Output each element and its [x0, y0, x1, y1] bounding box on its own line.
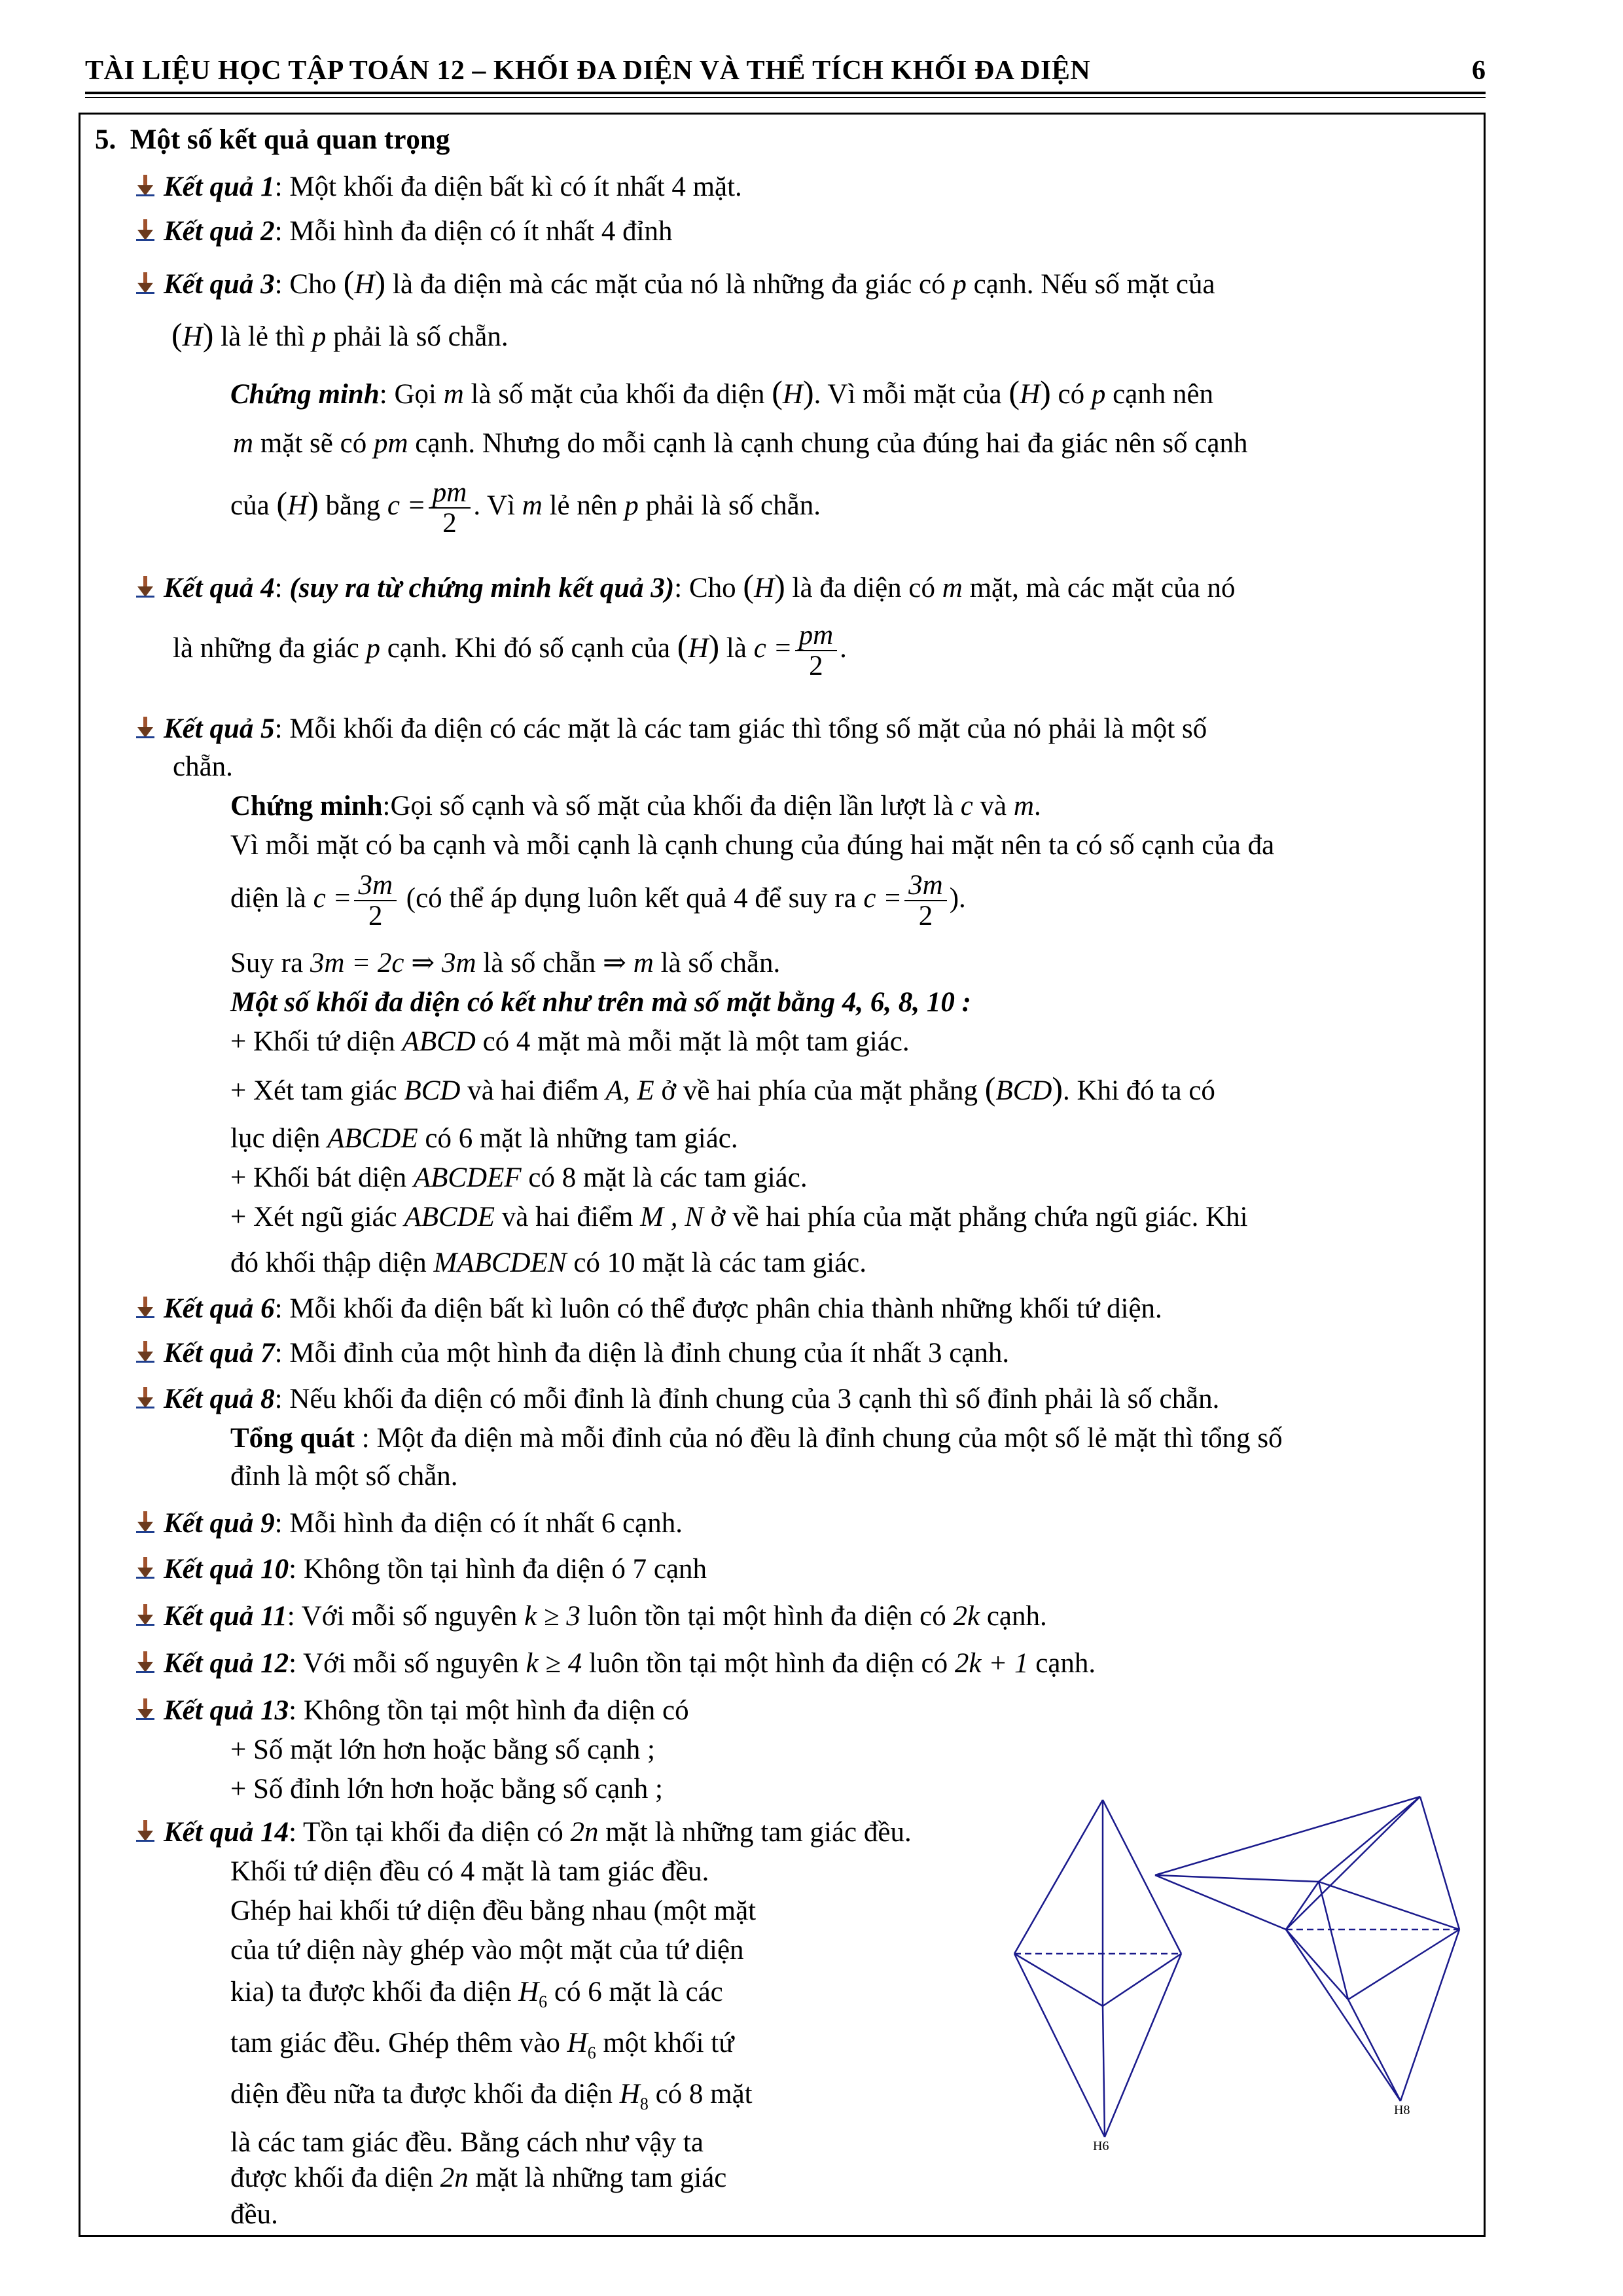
result-3-proof-1: Chứng minh: Gọi m là số mặt của khối đa diện (H). Vì mỗi mặt của (H) có p cạnh nên — [230, 374, 1214, 410]
bullet-arrow-icon — [136, 717, 154, 739]
result-4-line-2: là những đa giác p cạnh. Khi đó số cạnh của (H) là c = $\frac{pm}{2}$ . — [173, 620, 847, 682]
h6-edge — [1014, 1800, 1103, 1954]
bullet-arrow-icon — [136, 1387, 154, 1409]
result-14-text-4: kia) ta được khối đa diện $H_6$ có 6 mặt là các — [230, 1977, 723, 2011]
h8-edge — [1348, 1929, 1459, 2000]
header-title: TÀI LIỆU HỌC TẬP TOÁN 12 – KHỐI ĐA DIỆN VÀ THỂ TÍCH KHỐI ĐA DIỆN — [85, 56, 1091, 86]
result-5-examples-title: Một số khối đa diện có kết như trên mà số mặt bằng 4, 6, 8, 10 : — [230, 987, 971, 1018]
result-6: Kết quả 6: Mỗi khối đa diện bất kì luôn có thể được phân chia thành những khối tứ diện. — [136, 1293, 1162, 1324]
h8-edge — [1420, 1797, 1459, 1929]
result-13-item-1: + Số mặt lớn hơn hoặc bằng số cạnh ; — [230, 1734, 655, 1765]
bullet-arrow-icon — [136, 1511, 154, 1534]
bullet-arrow-icon — [136, 219, 154, 242]
fraction-pm-over-2: $\frac{pm}{2}$ — [429, 478, 471, 538]
result-5-proof-2: Vì mỗi mặt có ba cạnh và mỗi cạnh là cạnh chung của đúng hai mặt nên ta có số cạnh của đa — [230, 830, 1275, 861]
result-14-text-1: Khối tứ diện đều có 4 mặt là tam giác đều. — [230, 1856, 709, 1887]
polyhedra-figure — [1008, 1787, 1479, 2153]
result-5-proof-1: Chứng minh:Gọi số cạnh và số mặt của khối đa diện lần lượt là c và m. — [230, 791, 1041, 821]
fraction-3m-over-2: $\frac{3m}{2}$ — [354, 870, 397, 931]
result-5-example-1: + Khối tứ diện ABCD có 4 mặt mà mỗi mặt là một tam giác. — [230, 1026, 910, 1057]
page-header — [85, 51, 1486, 90]
bullet-arrow-icon — [136, 1820, 154, 1842]
bullet-arrow-icon — [136, 576, 154, 598]
result-14-text-8: được khối đa diện 2n mặt là những tam giác — [230, 2162, 727, 2193]
result-8-general-2: đỉnh là một số chẵn. — [230, 1461, 458, 1492]
bullet-arrow-icon — [136, 175, 154, 197]
label-h8: H8 — [1394, 2103, 1410, 2117]
bullet-arrow-icon — [136, 1604, 154, 1626]
bullet-arrow-icon — [136, 1698, 154, 1721]
h8-edge — [1319, 1797, 1420, 1882]
result-11: Kết quả 11: Với mỗi số nguyên k ≥ 3 luôn tồn tại một hình đa diện có 2k cạnh. — [136, 1601, 1047, 1632]
h8-edge — [1319, 1882, 1459, 1929]
h8-edge — [1155, 1875, 1319, 1882]
result-14-text-5: tam giác đều. Ghép thêm vào $H_6$ một khối tứ — [230, 2028, 734, 2062]
result-13-item-2: + Số đỉnh lớn hơn hoặc bằng số cạnh ; — [230, 1774, 663, 1804]
result-10: Kết quả 10: Không tồn tại hình đa diện ó 7 cạnh — [136, 1554, 707, 1585]
result-5-example-5: + Xét ngũ giác ABCDE và hai điểm M , N ở về hai phía của mặt phẳng chứa ngũ giác. Khi — [230, 1202, 1248, 1232]
bullet-arrow-icon — [136, 1651, 154, 1674]
bullet-arrow-icon — [136, 1341, 154, 1363]
result-3-proof-2: m mặt sẽ có pm cạnh. Nhưng do mỗi cạnh là cạnh chung của đúng hai đa giác nên số cạnh — [233, 428, 1248, 459]
result-14-text-6: diện đều nữa ta được khối đa diện $H_8$ có 8 mặt — [230, 2079, 753, 2113]
header-rule-thin — [85, 97, 1486, 98]
result-5-example-3: lục diện ABCDE có 6 mặt là những tam giác. — [230, 1123, 738, 1154]
result-3-proof-3: của (H) bằng c = $\frac{pm}{2}$ . Vì m lẻ nên p phải là số chẵn. — [230, 477, 821, 539]
h8-edge — [1155, 1875, 1286, 1929]
result-14-text-7: là các tam giác đều. Bằng cách như vậy ta — [230, 2127, 704, 2158]
h6-bipyramid — [1014, 1800, 1181, 2137]
result-3-line-2: (H) là lẻ thì p phải là số chẵn. — [171, 316, 508, 353]
result-7: Kết quả 7: Mỗi đỉnh của một hình đa diện là đỉnh chung của ít nhất 3 cạnh. — [136, 1338, 1009, 1369]
fraction-3m-over-2: $\frac{3m}{2}$ — [904, 870, 947, 931]
result-5-example-2: + Xét tam giác BCD và hai điểm A, E ở về hai phía của mặt phẳng (BCD). Khi đó ta có — [230, 1070, 1215, 1107]
h8-edge — [1286, 1929, 1400, 2101]
result-5-proof-3: diện là c = $\frac{3m}{2}$ (có thể áp dụng luôn kết quả 4 để suy ra c = $\frac{3m}{2}$ ). — [230, 870, 966, 932]
result-12: Kết quả 12: Với mỗi số nguyên k ≥ 4 luôn tồn tại một hình đa diện có 2k + 1 cạnh. — [136, 1648, 1096, 1679]
result-3: Kết quả 3: Cho (H) là đa diện mà các mặt của nó là những đa giác có p cạnh. Nếu số mặt của — [136, 264, 1215, 300]
h6-edge — [1103, 2006, 1105, 2137]
h8-edge — [1348, 2000, 1400, 2101]
h6-edge — [1105, 1954, 1181, 2137]
h6-edge — [1103, 1800, 1181, 1954]
result-4: Kết quả 4: (suy ra từ chứng minh kết quả 3): Cho (H) là đa diện có m mặt, mà các mặt của nó — [136, 568, 1236, 604]
result-9: Kết quả 9: Mỗi hình đa diện có ít nhất 6 cạnh. — [136, 1508, 683, 1539]
label-h6: H6 — [1093, 2139, 1109, 2153]
result-14-text-9: đều. — [230, 2199, 278, 2230]
fraction-pm-over-2: $\frac{pm}{2}$ — [795, 620, 838, 681]
result-5-example-4: + Khối bát diện ABCDEF có 8 mặt là các tam giác. — [230, 1162, 808, 1193]
result-2: Kết quả 2: Mỗi hình đa diện có ít nhất 4 đỉnh — [136, 216, 673, 247]
h8-bipyramid — [1155, 1797, 1459, 2101]
page-number: 6 — [1472, 56, 1486, 86]
result-1: Kết quả 1: Một khối đa diện bất kì có ít nhất 4 mặt. — [136, 171, 742, 202]
result-8-general: Tổng quát : Một đa diện mà mỗi đỉnh của nó đều là đỉnh chung của một số lẻ mặt thì tổng số — [230, 1423, 1283, 1454]
result-5: Kết quả 5: Mỗi khối đa diện có các mặt là các tam giác thì tổng số mặt của nó phải là một số — [136, 713, 1207, 744]
bullet-arrow-icon — [136, 1297, 154, 1319]
bullet-arrow-icon — [136, 272, 154, 295]
result-5-example-6: đó khối thập diện MABCDEN có 10 mặt là các tam giác. — [230, 1247, 867, 1278]
result-14: Kết quả 14: Tồn tại khối đa diện có 2n mặt là những tam giác đều. — [136, 1817, 912, 1848]
result-5-proof-4: Suy ra 3m = 2c ⇒ 3m là số chẵn ⇒ m là số chẵn. — [230, 948, 781, 978]
result-8: Kết quả 8: Nếu khối đa diện có mỗi đỉnh là đỉnh chung của 3 cạnh thì số đỉnh phải là số chẵn. — [136, 1384, 1219, 1414]
bullet-arrow-icon — [136, 1557, 154, 1579]
result-5-line-2: chẵn. — [173, 751, 233, 782]
h8-edge — [1286, 1882, 1319, 1929]
h8-edge — [1400, 1929, 1459, 2101]
header-rule — [85, 92, 1486, 94]
result-14-text-3: của tứ diện này ghép vào một mặt của tứ diện — [230, 1935, 744, 1965]
result-13: Kết quả 13: Không tồn tại một hình đa diện có — [136, 1695, 689, 1726]
section-title: 5. Một số kết quả quan trọng — [95, 124, 450, 155]
result-14-text-2: Ghép hai khối tứ diện đều bằng nhau (một mặt — [230, 1895, 757, 1926]
